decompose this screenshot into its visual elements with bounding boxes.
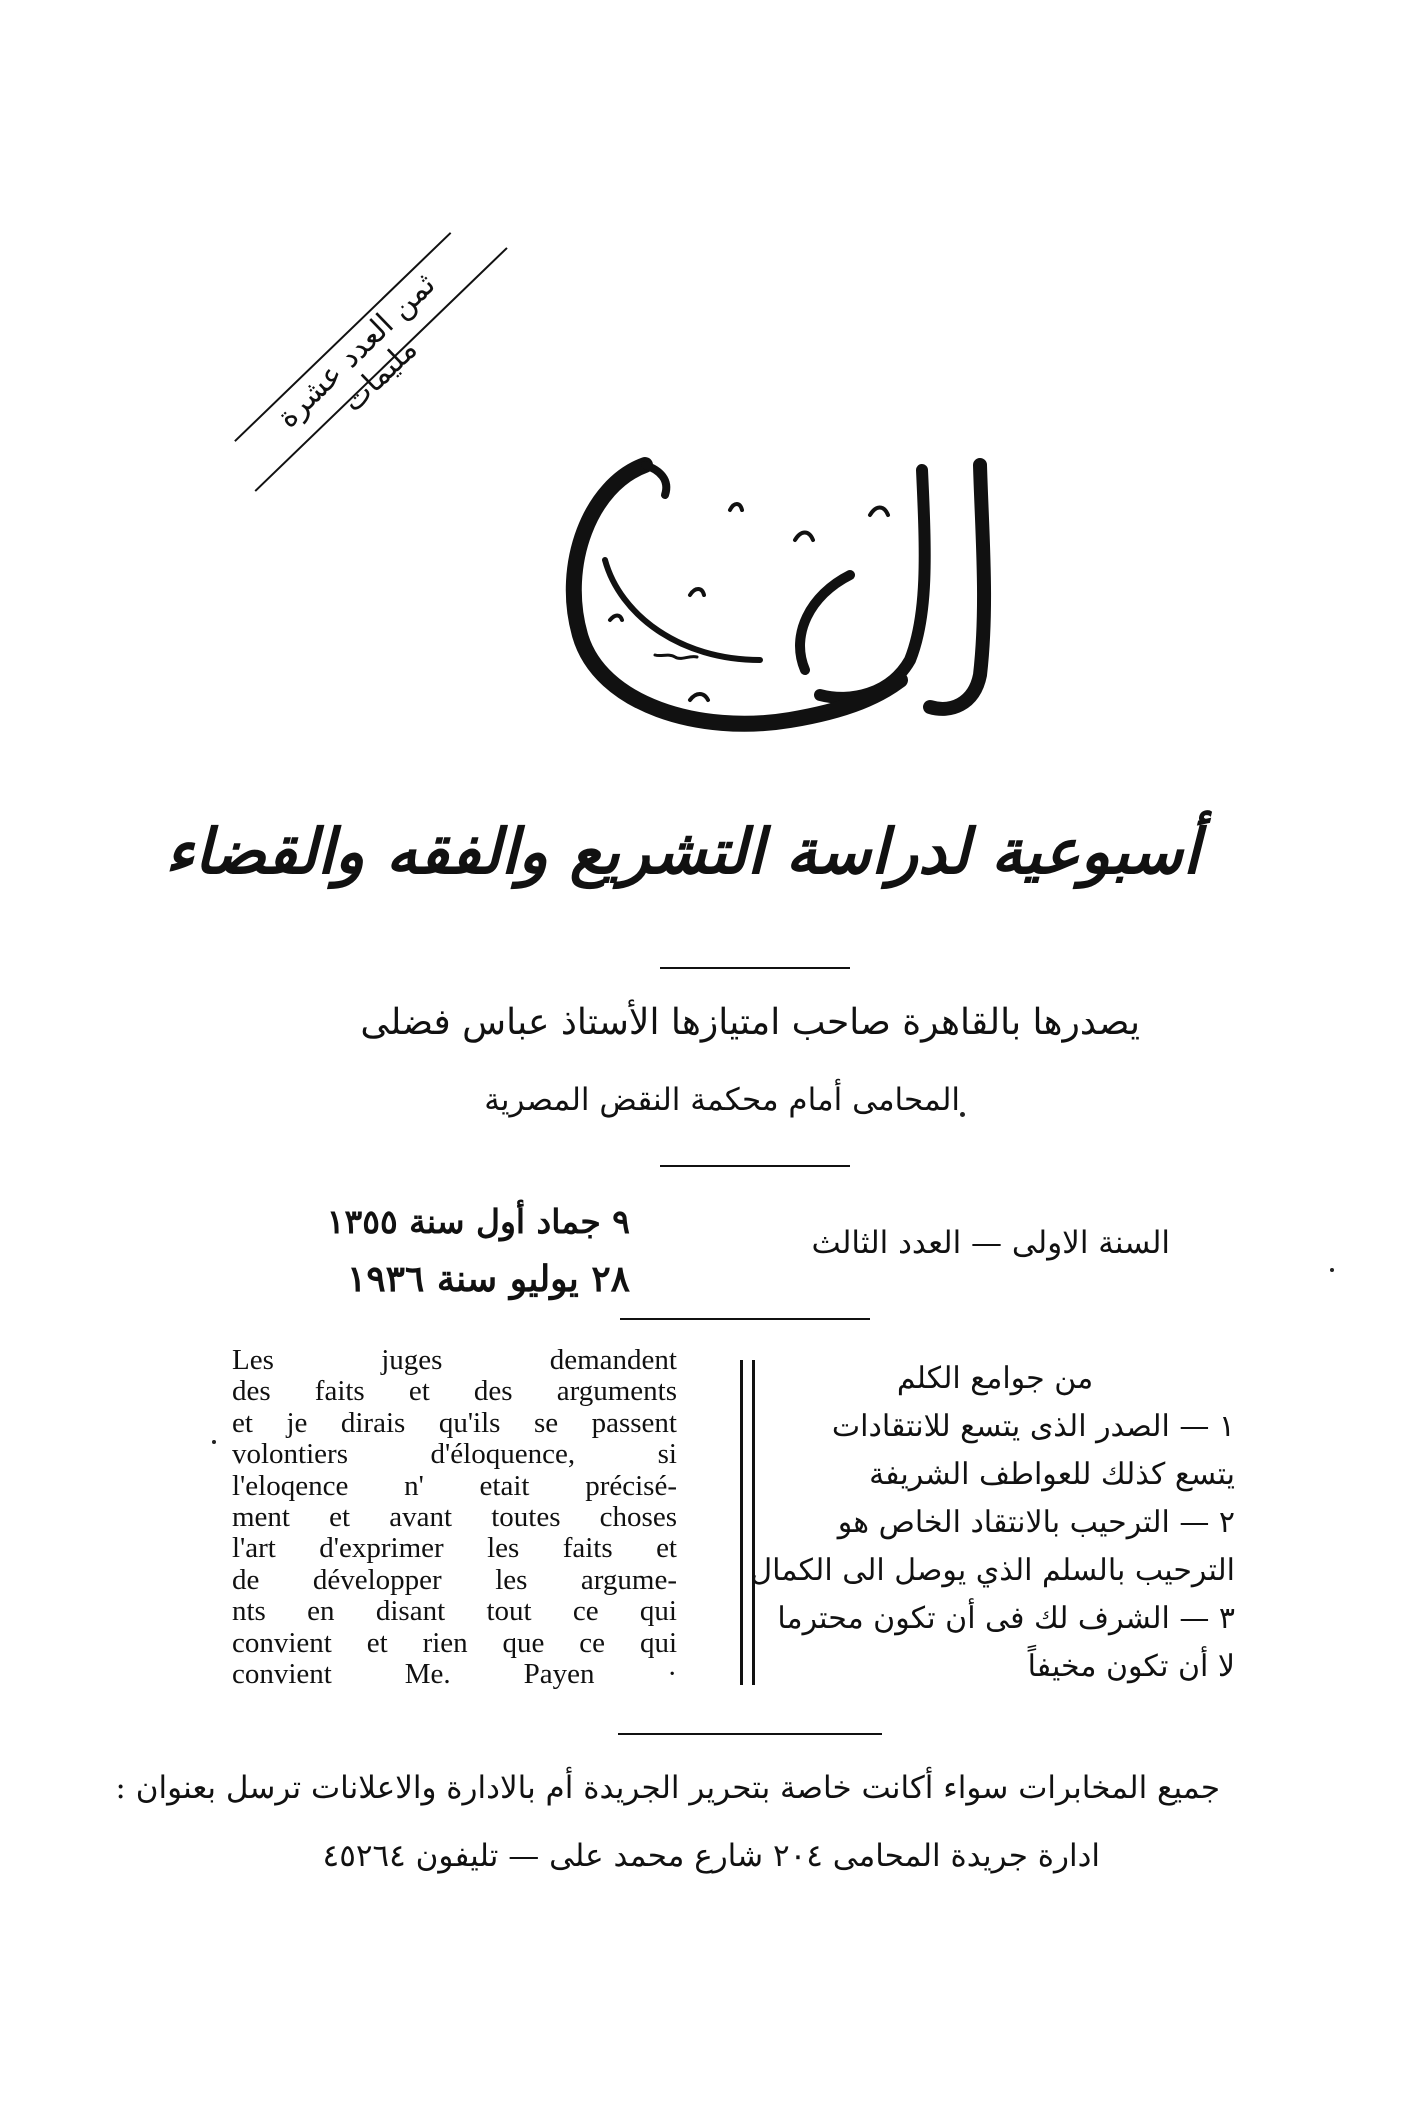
maxims-column xyxy=(750,1355,1235,1691)
maxim-line: ١ — الصدر الذى يتسع للانتقادات xyxy=(831,1409,1235,1444)
price-text: ثمن العدد عشرة مليمات xyxy=(270,267,443,436)
price-stamp xyxy=(233,231,497,490)
publisher-line: يصدرها بالقاهرة صاحب امتيازها الأستاذ عباس فضلى xyxy=(360,1002,1140,1043)
divider-rule xyxy=(660,1165,850,1167)
quote-line: ment et avant toutes choses xyxy=(232,1501,677,1533)
quote-line: l'art d'exprimer les faits et xyxy=(232,1533,677,1565)
scan-speck xyxy=(960,1112,965,1117)
publisher-title: المحامى أمام محكمة النقض المصرية xyxy=(484,1082,960,1118)
gregorian-date: ٢٨ يوليو سنة ١٩٣٦ xyxy=(347,1258,630,1300)
footer-contact: جميع المخابرات سواء أكانت خاصة بتحرير الجريدة أم بالادارة والاعلانات ترسل بعنوان : xyxy=(115,1770,1220,1806)
maxim-line: الترحيب بالسلم الذي يوصل الى الكمال xyxy=(750,1553,1235,1588)
quote-line: nts en disant tout ce qui xyxy=(232,1596,677,1628)
masthead-subtitle: أسبوعية لدراسة التشريع والفقه والقضاء xyxy=(165,815,1200,888)
quote-line: des faits et des arguments xyxy=(232,1376,677,1408)
quote-line: convient Me. Payen · xyxy=(232,1658,677,1690)
maxims-heading: من جوامع الكلم xyxy=(896,1361,1094,1396)
scan-speck xyxy=(212,1440,216,1444)
maxim-line: ٣ — الشرف لك فى أن تكون محترما xyxy=(777,1601,1235,1636)
french-quote xyxy=(232,1345,677,1690)
scan-speck xyxy=(1330,1268,1334,1272)
divider-rule xyxy=(618,1733,882,1735)
quote-line: l'eloqence n' etait précisé- xyxy=(232,1470,677,1502)
quote-line: volontiers d'éloquence, si xyxy=(232,1439,677,1471)
maxim-line: ٢ — الترحيب بالانتقاد الخاص هو xyxy=(837,1505,1235,1540)
column-divider xyxy=(740,1360,743,1685)
quote-line: de développer les argume- xyxy=(232,1564,677,1596)
issue-volume: السنة الاولى — العدد الثالث xyxy=(811,1225,1170,1261)
divider-rule xyxy=(660,967,850,969)
quote-line: convient et rien que ce qui xyxy=(232,1627,677,1659)
footer-address: ادارة جريدة المحامى ٢٠٤ شارع محمد على — تليفون ٤٥٢٦٤ xyxy=(322,1838,1100,1874)
masthead-calligraphy xyxy=(550,445,1020,765)
masthead-logo xyxy=(550,445,1020,765)
quote-line: et je dirais qu'ils se passent xyxy=(232,1407,677,1439)
hijri-date: ٩ جماد أول سنة ١٣٥٥ xyxy=(326,1202,630,1241)
column-divider xyxy=(752,1360,755,1685)
divider-rule xyxy=(620,1318,870,1320)
quote-line: Les juges demandent xyxy=(232,1345,677,1376)
maxim-line: يتسع كذلك للعواطف الشريفة xyxy=(869,1457,1235,1492)
maxim-line: لا أن تكون مخيفاً xyxy=(1027,1649,1235,1684)
stamp-rule-top xyxy=(234,232,451,442)
stamp-rule-bottom xyxy=(255,247,508,492)
